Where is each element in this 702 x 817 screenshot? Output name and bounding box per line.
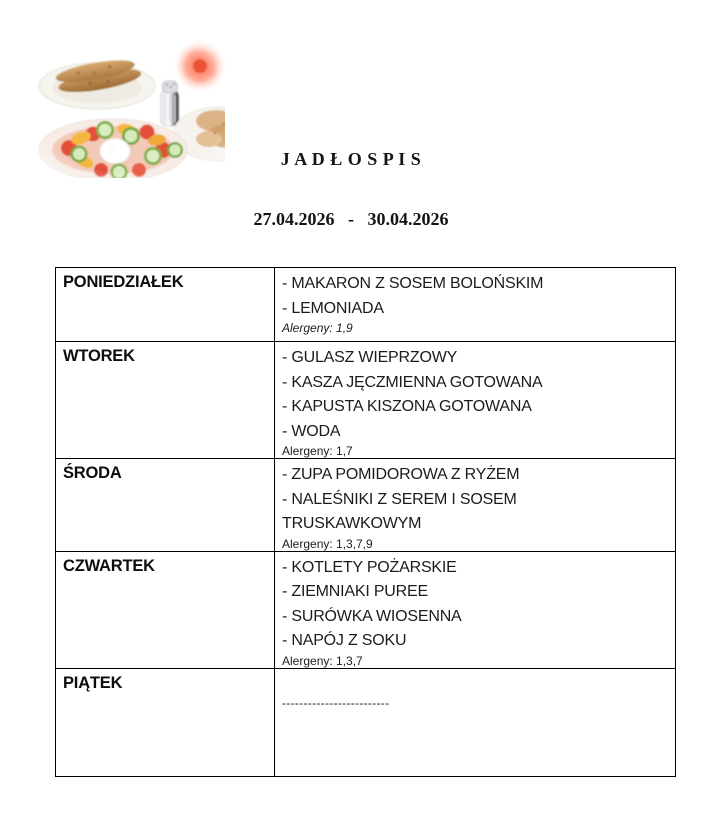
menu-items-cell xyxy=(275,268,676,342)
menu-item-line: - SURÓWKA WIOSENNA xyxy=(282,607,462,625)
menu-item-line: - KAPUSTA KISZONA GOTOWANA xyxy=(282,398,532,415)
menu-items-cell xyxy=(275,459,676,552)
day-cell xyxy=(56,342,275,459)
menu-items-cell xyxy=(275,668,676,776)
menu-items-cell xyxy=(275,342,676,459)
allergens-label: Alergeny: 1,3,7,9 xyxy=(282,536,373,551)
table-row xyxy=(56,268,676,342)
menu-items-cell xyxy=(275,551,676,668)
salt-shaker xyxy=(161,81,179,126)
menu-item-line: - NAPÓJ Z SOKU xyxy=(282,632,407,649)
menu-item-line: - KASZA JĘCZMIENNA GOTOWANA xyxy=(282,373,543,391)
day-label: CZWARTEK xyxy=(63,556,155,575)
table-row xyxy=(56,342,676,459)
date-range: 27.04.2026 - 30.04.2026 xyxy=(253,209,449,229)
day-cell xyxy=(56,551,275,668)
day-label: PONIEDZIAŁEK xyxy=(63,273,184,291)
day-label: WTOREK xyxy=(63,347,135,365)
allergens-label: Alergeny: 1,9 xyxy=(282,321,353,335)
table-row xyxy=(56,459,676,552)
menu-item-line: - NALEŚNIKI Z SEREM I SOSEM xyxy=(282,490,517,508)
menu-table-body xyxy=(56,268,676,777)
menu-item-line: - ZUPA POMIDOROWA Z RYŻEM xyxy=(282,466,520,483)
day-cell xyxy=(56,459,275,552)
day-label: ŚRODA xyxy=(63,464,122,482)
top-plate xyxy=(39,55,155,109)
table-row xyxy=(56,668,676,776)
empty-day-placeholder: ------------------------- xyxy=(282,696,390,710)
table-row xyxy=(56,551,676,668)
allergens-label: Alergeny: 1,3,7 xyxy=(282,653,363,668)
menu-item-line: - WODA xyxy=(282,422,341,440)
day-cell xyxy=(56,268,275,342)
menu-item-line: - ZIEMNIAKI PUREE xyxy=(282,583,428,600)
day-cell xyxy=(56,668,275,776)
menu-item-line: - KOTLETY POŻARSKIE xyxy=(282,558,457,576)
menu-item-line xyxy=(282,673,668,698)
menu-item-line: - LEMONIADA xyxy=(282,299,384,317)
allergens-label: Alergeny: 1,7 xyxy=(282,444,353,458)
document-title: J A D Ł O S P I S xyxy=(280,149,422,169)
flower xyxy=(174,40,225,92)
menu-item-line: - GULASZ WIEPRZOWY xyxy=(282,349,458,366)
day-label: PIĄTEK xyxy=(63,673,123,692)
menu-item-line: - MAKARON Z SOSEM BOLOŃSKIM xyxy=(282,275,544,292)
menu-item-line: TRUSKAWKOWYM xyxy=(282,515,422,532)
menu-table xyxy=(55,267,676,777)
